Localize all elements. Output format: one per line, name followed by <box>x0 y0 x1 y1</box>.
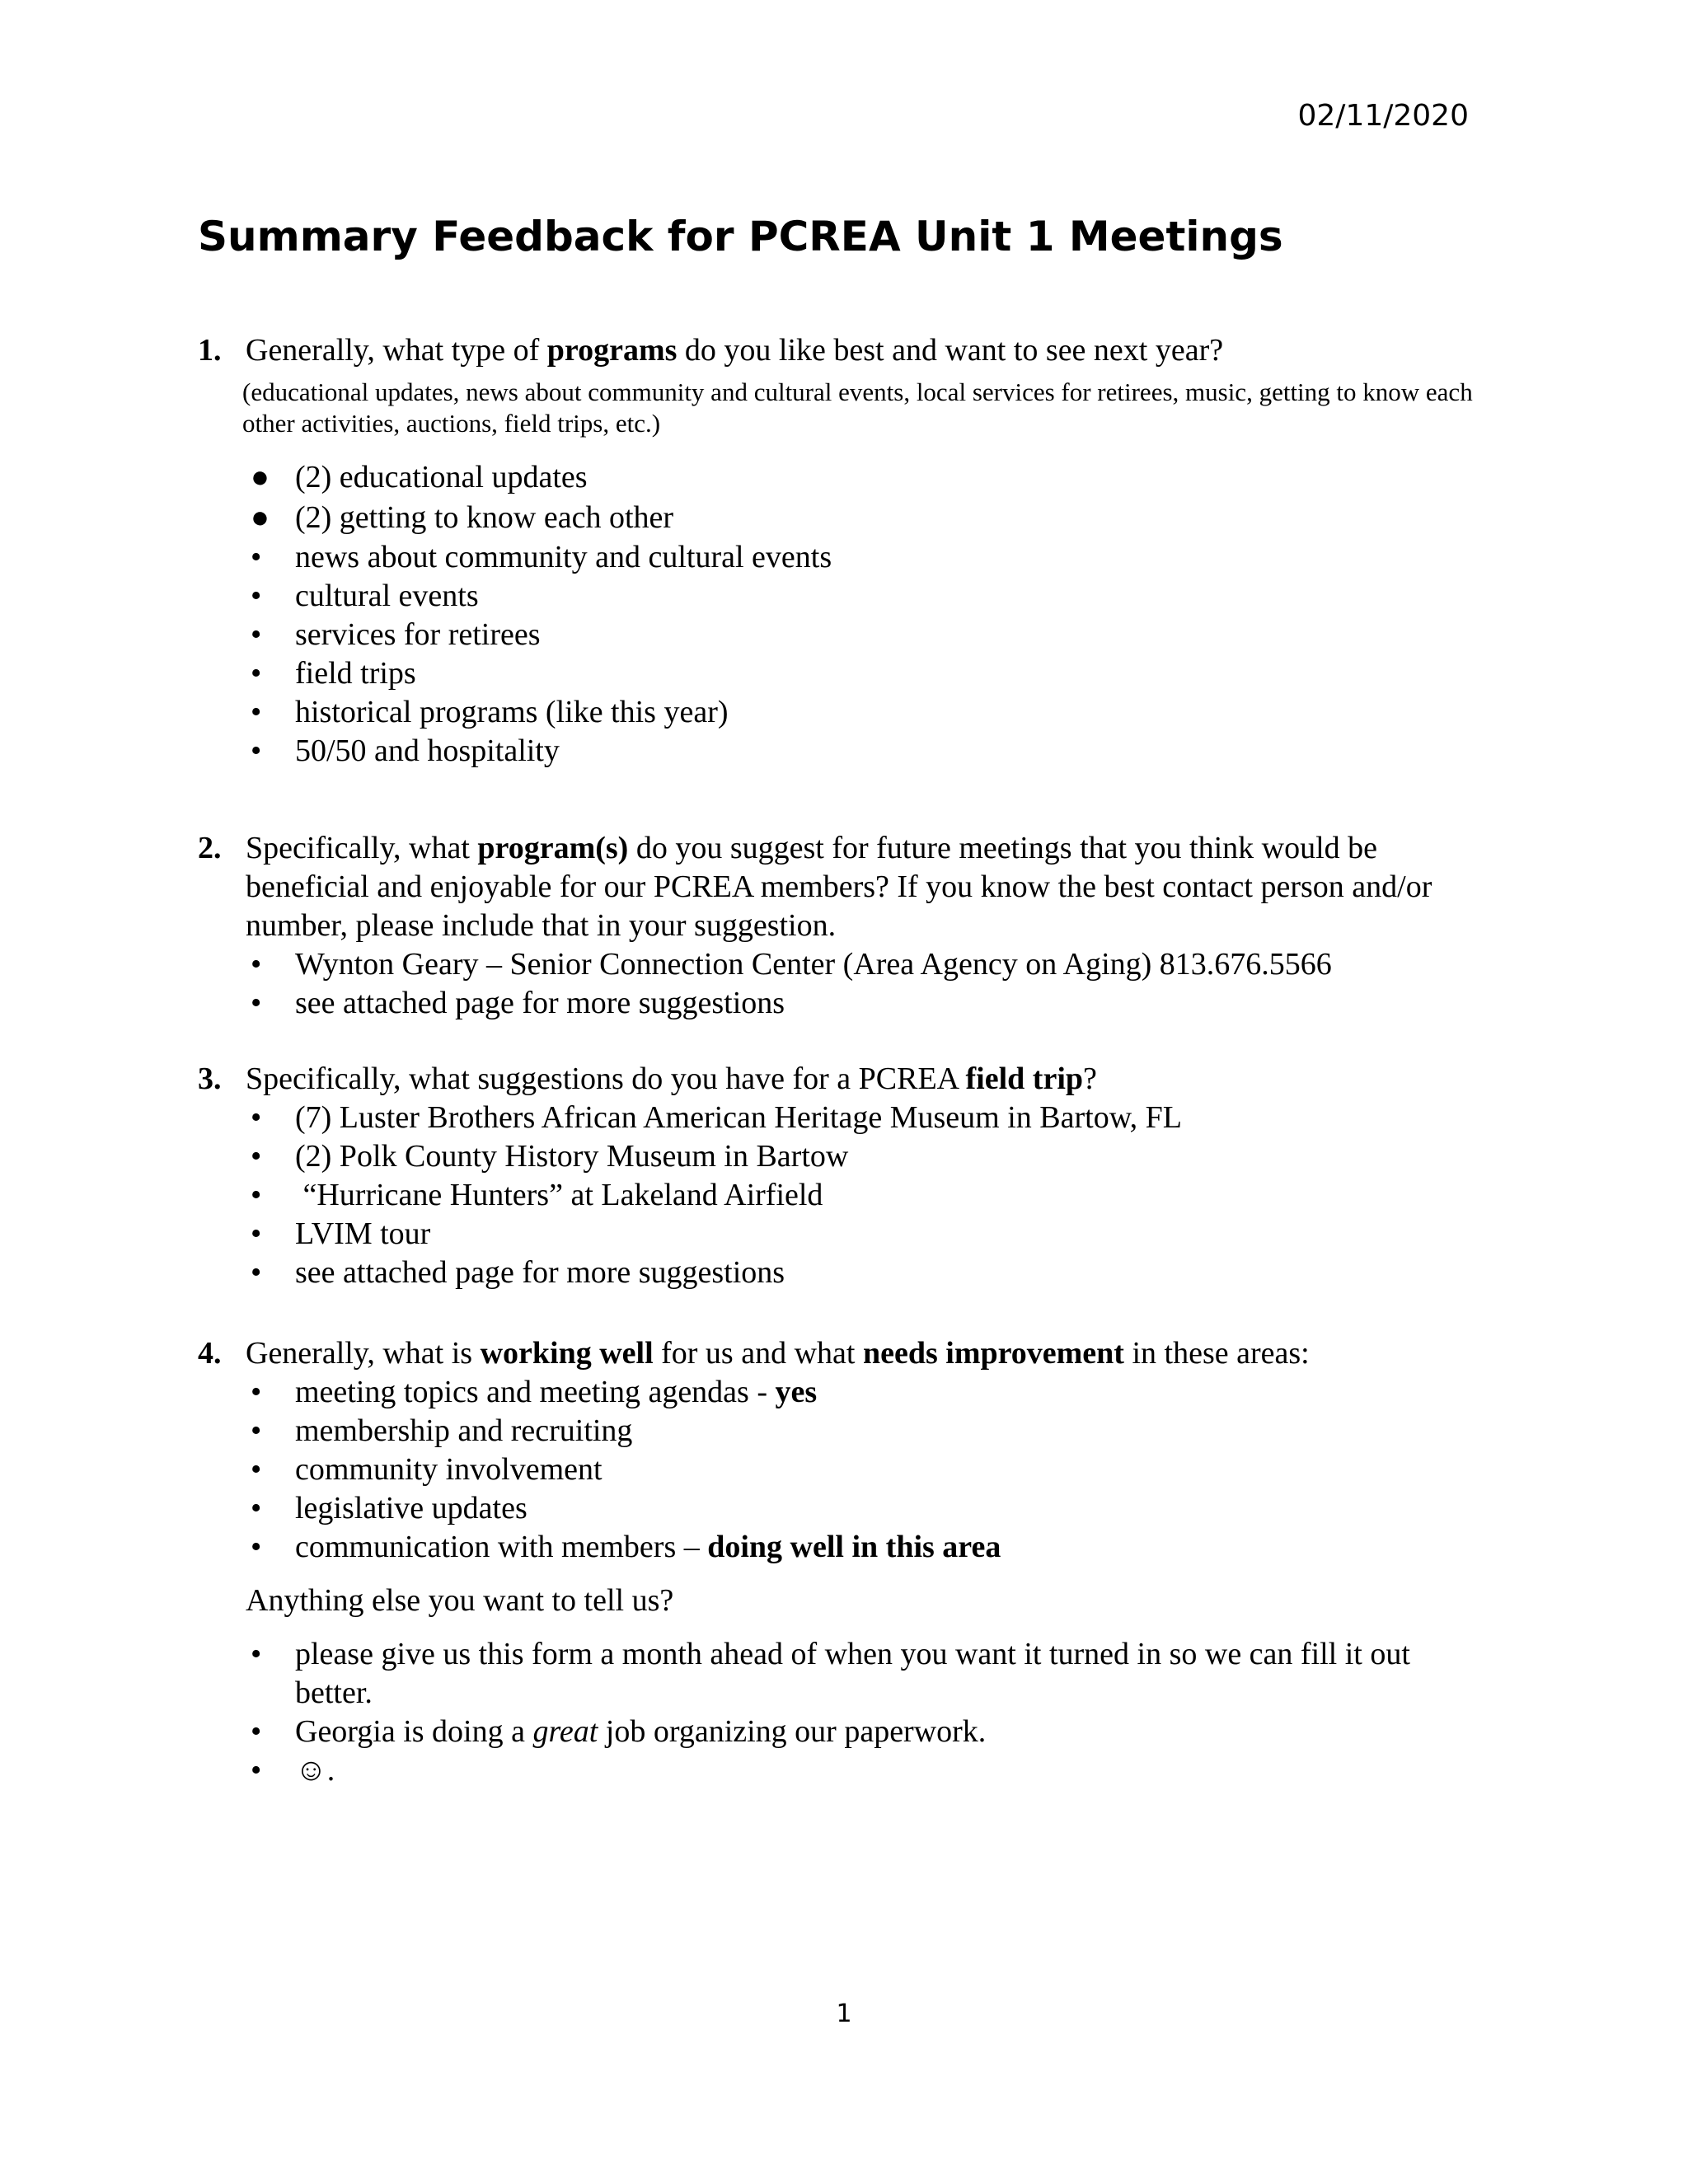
bullet-icon: • <box>251 1139 262 1174</box>
question-1-heading: 1. Generally, what type of programs do you like best and want to see next year? <box>198 331 1484 370</box>
bullet-icon: • <box>251 695 262 729</box>
list-item: • community involvement <box>198 1451 1484 1489</box>
list-item <box>198 1751 1484 1790</box>
list-item: • 50/50 and hospitality <box>198 732 1484 771</box>
question-2-answers <box>198 945 1484 1023</box>
list-item: • “Hurricane Hunters” at Lakeland Airfield <box>198 1176 1484 1215</box>
list-item: ● (2) educational updates <box>198 457 1484 498</box>
bullet-icon: • <box>251 1100 262 1135</box>
question-3-heading: 3. Specifically, what suggestions do you have for a PCREA field trip? <box>198 1060 1484 1099</box>
list-item: • Wynton Geary – Senior Connection Center (Area Agency on Aging) 813.676.5566 <box>198 945 1484 984</box>
page-number: 1 <box>836 1999 852 2028</box>
question-3-answers <box>198 1099 1484 1292</box>
smiley-icon: ☺. <box>295 1753 335 1788</box>
list-item: • news about community and cultural events <box>198 538 1484 577</box>
bullet-icon: • <box>251 656 262 691</box>
bullet-icon: ● <box>251 460 270 494</box>
list-item: • legislative updates <box>198 1489 1484 1528</box>
bullet-icon: • <box>251 733 262 768</box>
bullet-icon: • <box>251 1714 262 1749</box>
question-1-answers <box>198 457 1484 771</box>
question-4-heading: 4. Generally, what is working well for us and what needs improvement in these areas: <box>198 1334 1484 1373</box>
page-title: Summary Feedback for PCREA Unit 1 Meetings <box>198 213 1283 260</box>
bullet-icon: • <box>251 1491 262 1526</box>
bullet-icon: • <box>251 1255 262 1290</box>
bullet-icon: • <box>251 1452 262 1487</box>
question-1 <box>198 331 1484 771</box>
list-item: • field trips <box>198 654 1484 693</box>
extra-comments <box>198 1635 1484 1790</box>
bullet-icon: • <box>251 579 262 613</box>
question-1-note: (educational updates, news about community and cultural events, local services for retirees, music, getting to know each other activities, auctions, field trips, etc.) <box>242 377 1473 438</box>
bullet-icon: • <box>251 986 262 1020</box>
question-2 <box>198 829 1484 1023</box>
question-2-heading: 2. Specifically, what program(s) do you suggest for future meetings that you think would be beneficial and enjoyable for our PCREA members? If you know the best contact person and/or number, please include that in your suggestion. <box>198 831 1432 943</box>
bullet-icon: • <box>251 1375 262 1409</box>
bullet-icon: ● <box>251 500 270 535</box>
list-item: • (7) Luster Brothers African American Heritage Museum in Bartow, FL <box>198 1099 1484 1137</box>
list-item: • cultural events <box>198 577 1484 616</box>
anything-else-prompt: Anything else you want to tell us? <box>246 1583 674 1618</box>
list-item: • see attached page for more suggestions <box>198 1254 1484 1292</box>
question-3 <box>198 1060 1484 1292</box>
list-item: • LVIM tour <box>198 1215 1484 1254</box>
bullet-icon: • <box>251 1216 262 1251</box>
question-number: 1. <box>198 333 222 368</box>
question-4-answers <box>198 1373 1484 1567</box>
list-item: • meeting topics and meeting agendas - yes <box>198 1373 1484 1412</box>
list-item: • Georgia is doing a great job organizing our paperwork. <box>198 1713 1484 1751</box>
list-item: • communication with members – doing well in this area <box>198 1528 1484 1567</box>
list-item: • please give us this form a month ahead of when you want it turned in so we can fill it out better. <box>251 1637 1410 1710</box>
bullet-icon: • <box>251 617 262 652</box>
bullet-icon: • <box>251 540 262 574</box>
bullet-icon: • <box>251 1637 262 1671</box>
bullet-icon: • <box>251 1530 262 1564</box>
list-item: ● (2) getting to know each other <box>198 498 1484 538</box>
question-number: 2. <box>198 831 222 865</box>
bullet-icon: • <box>251 1753 262 1788</box>
document-date: 02/11/2020 <box>1297 99 1469 133</box>
list-item: • membership and recruiting <box>198 1412 1484 1451</box>
list-item: • (2) Polk County History Museum in Bartow <box>198 1137 1484 1176</box>
list-item: • see attached page for more suggestions <box>198 984 1484 1023</box>
list-item: • historical programs (like this year) <box>198 693 1484 732</box>
bullet-icon: • <box>251 1413 262 1448</box>
question-4 <box>198 1334 1484 1790</box>
question-number: 4. <box>198 1336 222 1371</box>
bullet-icon: • <box>251 1178 262 1212</box>
question-number: 3. <box>198 1062 222 1096</box>
bullet-icon: • <box>251 947 262 982</box>
list-item: • services for retirees <box>198 616 1484 654</box>
